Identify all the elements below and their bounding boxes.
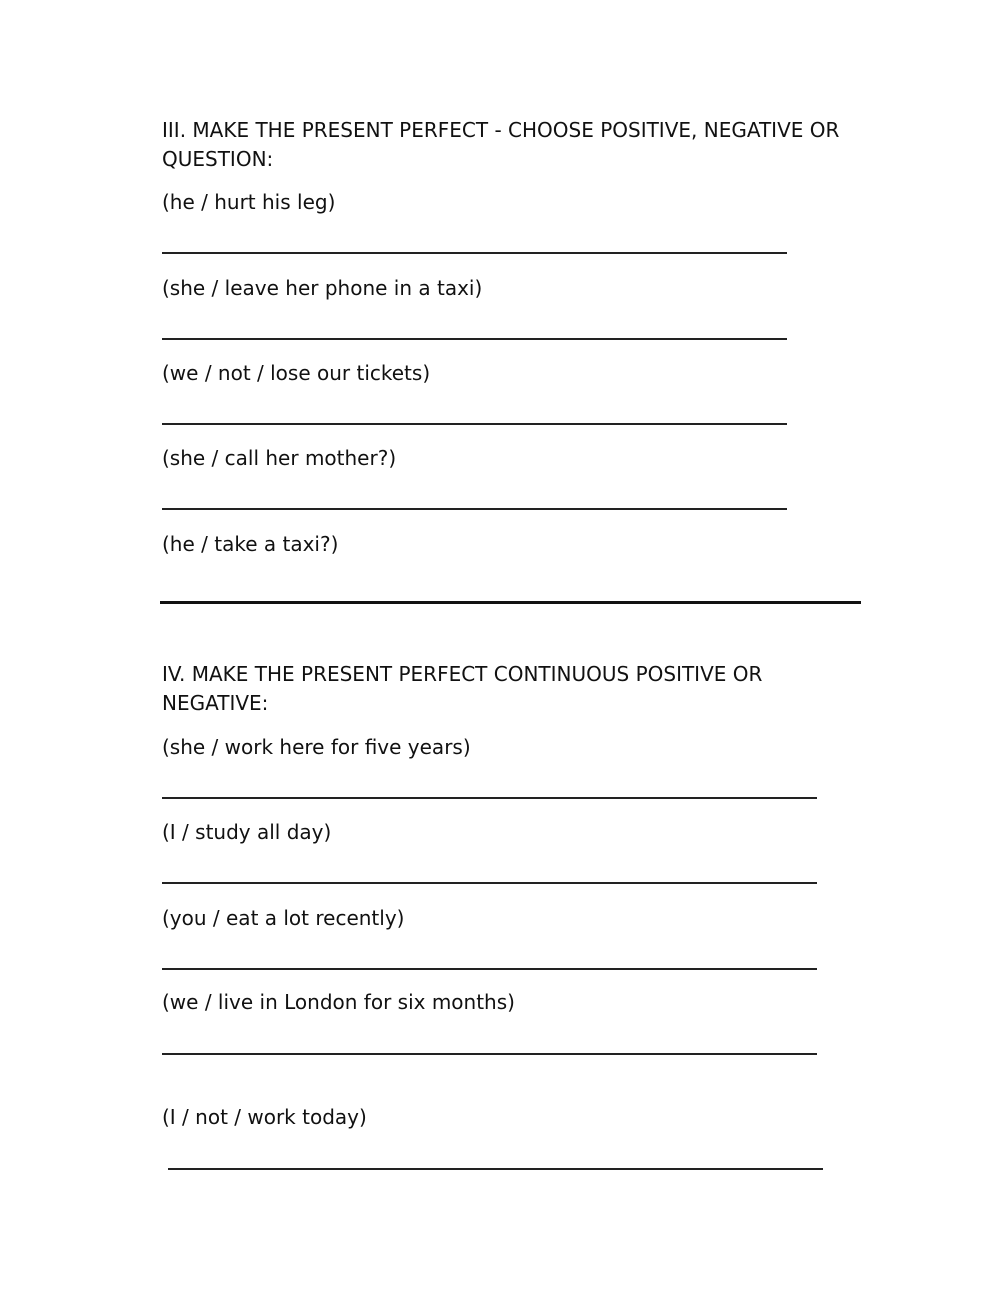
prompt-4-3: (you / eat a lot recently) [162, 906, 405, 930]
prompt-4-2: (I / study all day) [162, 820, 332, 844]
prompt-4-4: (we / live in London for six months) [162, 990, 515, 1014]
prompt-4-1: (she / work here for five years) [162, 735, 471, 759]
prompt-3-2: (she / leave her phone in a taxi) [162, 276, 483, 300]
answer-line-4-5[interactable] [168, 1168, 823, 1170]
section-4-heading: IV. MAKE THE PRESENT PERFECT CONTINUOUS POSITIVE OR NEGATIVE: [162, 662, 763, 715]
answer-line-4-4[interactable] [162, 1053, 817, 1055]
answer-line-4-2[interactable] [162, 882, 817, 884]
section-3-heading: III. MAKE THE PRESENT PERFECT - CHOOSE POSITIVE, NEGATIVE OR QUESTION: [162, 118, 840, 171]
answer-line-4-3[interactable] [162, 968, 817, 970]
answer-line-3-3[interactable] [162, 423, 787, 425]
answer-line-3-5[interactable] [160, 601, 861, 604]
prompt-3-4: (she / call her mother?) [162, 446, 397, 470]
answer-line-3-2[interactable] [162, 338, 787, 340]
answer-line-4-1[interactable] [162, 797, 817, 799]
prompt-3-5: (he / take a taxi?) [162, 532, 339, 556]
prompt-3-1: (he / hurt his leg) [162, 190, 336, 214]
answer-line-3-4[interactable] [162, 508, 787, 510]
answer-line-3-1[interactable] [162, 252, 787, 254]
prompt-3-3: (we / not / lose our tickets) [162, 361, 431, 385]
prompt-4-5: (I / not / work today) [162, 1105, 367, 1129]
